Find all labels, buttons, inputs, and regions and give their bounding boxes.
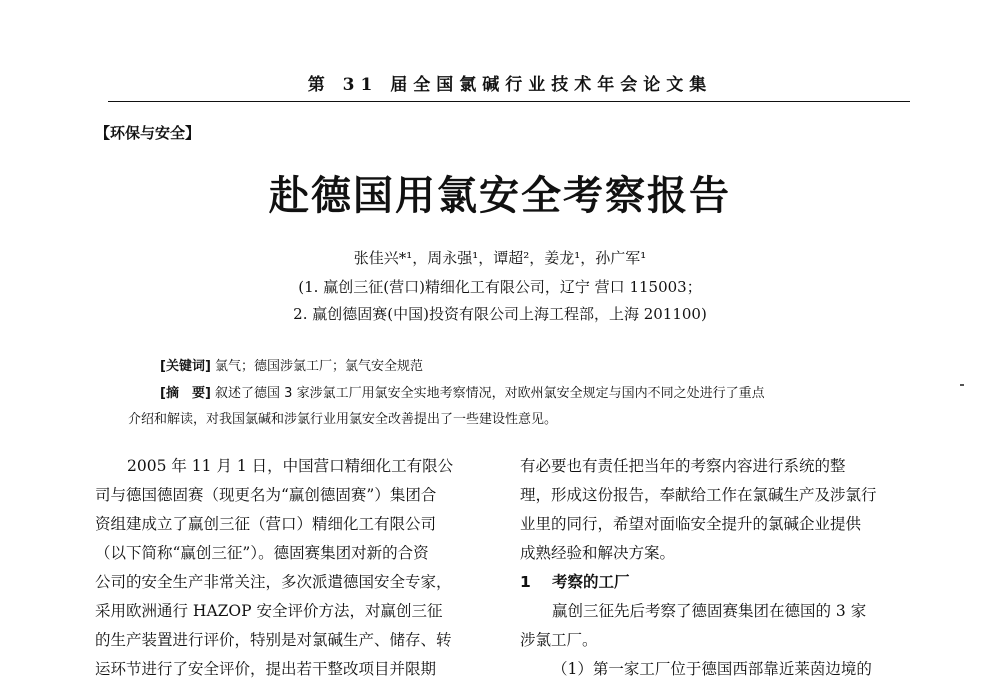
body-line: 采用欧洲通行 HAZOP 安全评价方法，对赢创三征 [95,602,443,620]
section-heading [520,568,920,597]
body-line: 2005 年 11 月 1 日，中国营口精细化工有限公 [127,457,454,475]
paper-title: 赴德国用氯安全考察报告 [269,173,731,219]
abstract-label: [摘 要] [160,386,211,401]
body-line: 成熟经验和解决方案。 [520,544,676,562]
running-header: 第 31 届全国氯碱行业技术年会论文集 [307,75,713,95]
body-line: （1）第一家工厂位于德国西部靠近莱茵边境的 [552,660,872,678]
body-line: 有必要也有责任把当年的考察内容进行系统的整 [520,457,846,475]
section-number: 1 [520,573,531,591]
body-line: 司与德国德固赛（现更名为“赢创德固赛”）集团合 [95,486,437,504]
section-title: 考察的工厂 [552,573,630,591]
body-column-right [520,452,920,684]
authors: 张佳兴*¹，周永强¹，谭超²，姜龙¹，孙广军¹ [353,249,647,267]
keywords-text: 氯气；德国涉氯工厂；氯气安全规范 [215,359,424,374]
body-line: 赢创三征先后考察了德固赛集团在德国的 3 家 [552,602,867,620]
body-line: 资组建成立了赢创三征（营口）精细化工有限公司 [95,515,437,533]
body-line: 运环节进行了安全评价，提出若干整改项目并限期 [95,660,437,678]
body-column-left [95,452,495,684]
abstract-text-line-1: 叙述了德国 3 家涉氯工厂用氯安全实地考察情况，对欧州氯安全规定与国内不同之处进行了重点 [215,386,765,401]
header-rule [108,101,910,102]
scan-speck [960,384,964,386]
body-line: 理，形成这份报告，奉献给工作在氯碱生产及涉氯行 [520,486,877,504]
keywords [160,355,423,374]
keywords-label: [关键词] [160,359,211,374]
affiliation-1: (1. 赢创三征(营口)精细化工有限公司，辽宁 营口 115003； [298,278,702,296]
abstract [160,382,900,401]
body-line: 涉氯工厂。 [520,631,598,649]
affiliation-2: 2. 赢创德固赛(中国)投资有限公司上海工程部，上海 201100) [293,305,707,323]
body-line: 的生产装置进行评价，特别是对氯碱生产、储存、转 [95,631,452,649]
body-line: （以下简称“赢创三征”）。德固赛集团对新的合资 [95,544,429,562]
body-line: 公司的安全生产非常关注，多次派遣德国安全专家， [95,573,452,591]
body-line: 业里的同行，希望对面临安全提升的氯碱企业提供 [520,515,862,533]
abstract-text-line-2: 介绍和解读，对我国氯碱和涉氯行业用氯安全改善提出了一些建设性意见。 [128,412,558,427]
section-tag: 【环保与安全】 [95,124,201,142]
